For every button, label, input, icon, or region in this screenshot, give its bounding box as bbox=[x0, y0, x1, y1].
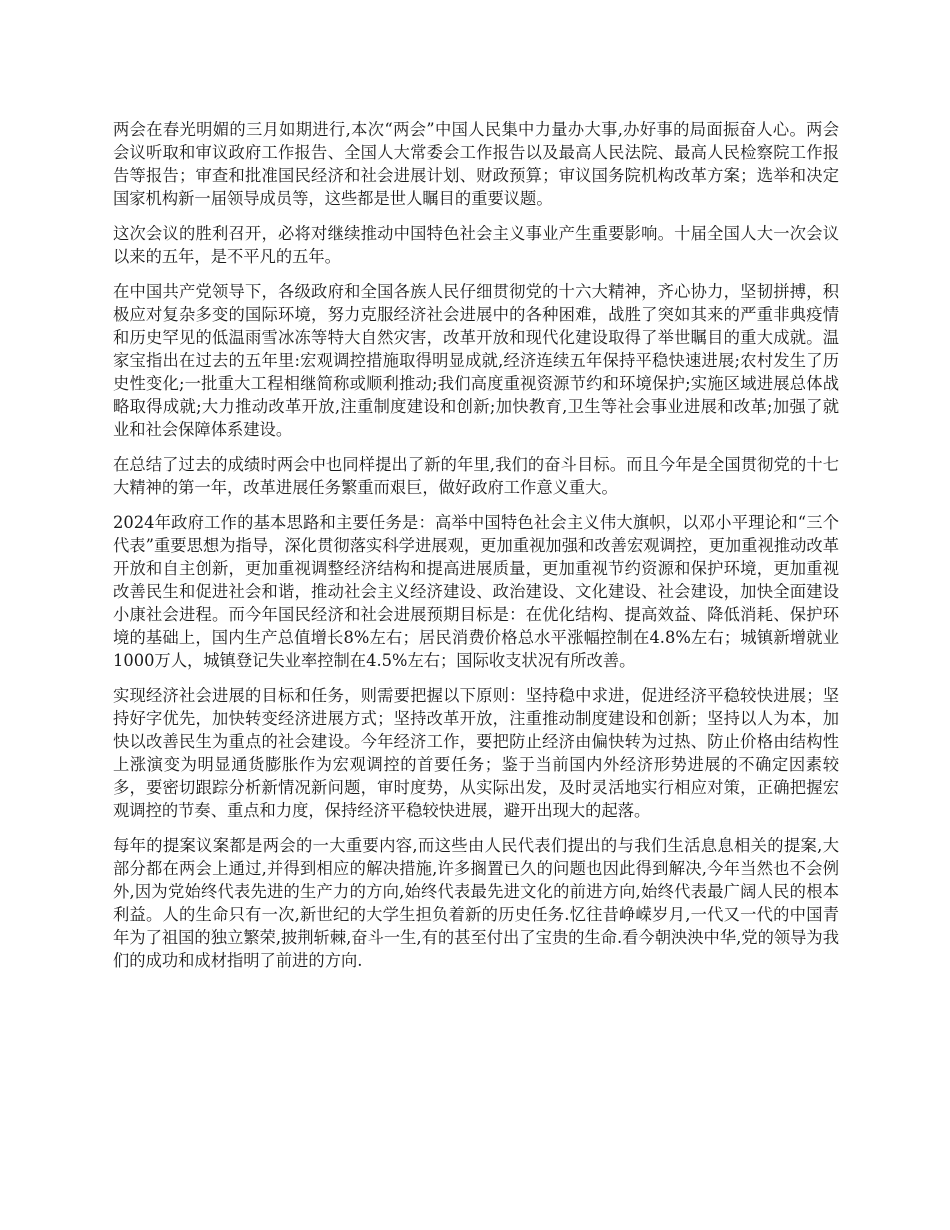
paragraph-5: 2024年政府工作的基本思路和主要任务是：高举中国特色社会主义伟大旗帜，以邓小平理论和“三个代表”重要思想为指导，深化贯彻落实科学进展观，更加重视加强和改善宏观调控，更加重视推动改革开放和自主创新，更加重视调整经济结构和提高进展质量，更加重视节约资源和保护环境，更加重视改善民生和促进社会和谐，推动社会主义经济建设、政治建设、文化建设、社会建设，加快全面建设小康社会进程。而今年国民经济和社会进展预期目标是：在优化结构、提高效益、降低消耗、保护环境的基础上，国内生产总值增长8%左右；居民消费价格总水平涨幅控制在4.8%左右；城镇新增就业1000万人，城镇登记失业率控制在4.5%左右；国际收支状况有所改善。 bbox=[113, 513, 839, 670]
paragraph-6: 实现经济社会进展的目标和任务，则需要把握以下原则：坚持稳中求进，促进经济平稳较快进展；坚持好字优先，加快转变经济进展方式；坚持改革开放，注重推动制度建设和创新；坚持以人为本，加快以改善民生为重点的社会建设。今年经济工作，要把防止经济由偏快转为过热、防止价格由结构性上涨演变为明显通货膨胀作为宏观调控的首要任务；鉴于当前国内外经济形势进展的不确定因素较多，要密切跟踪分析新情况新问题，审时度势，从实际出发，及时灵活地实行相应对策，正确把握宏观调控的节奏、重点和力度，保持经济平稳较快进展，避开出现大的起落。 bbox=[113, 686, 839, 820]
paragraph-7: 每年的提案议案都是两会的一大重要内容,而这些由人民代表们提出的与我们生活息息相关的提案,大部分都在两会上通过,并得到相应的解决措施,许多搁置已久的问题也因此得到解决,今年当然也不会例外,因为党始终代表先进的生产力的方向,始终代表最先进文化的前进方向,始终代表最广阔人民的根本利益。人的生命只有一次,新世纪的大学生担负着新的历史任务.忆往昔峥嵘岁月,一代又一代的中国青年为了祖国的独立繁荣,披荆斩棘,奋斗一生,有的甚至付出了宝贵的生命.看今朝泱泱中华,党的领导为我们的成功和成材指明了前进的方向. bbox=[113, 836, 839, 970]
paragraph-4: 在总结了过去的成绩时两会中也同样提出了新的年里,我们的奋斗目标。而且今年是全国贯彻党的十七大精神的第一年，改革进展任务繁重而艰巨，做好政府工作意义重大。 bbox=[113, 455, 839, 497]
document-body bbox=[113, 118, 839, 984]
paragraph-3: 在中国共产党领导下，各级政府和全国各族人民仔细贯彻党的十六大精神，齐心协力，坚韧拼搏，积极应对复杂多变的国际环境，努力克服经济社会进展中的各种困难，战胜了突如其来的严重非典疫情和历史罕见的低温雨雪冰冻等特大自然灾害，改革开放和现代化建设取得了举世瞩目的重大成就。温家宝指出在过去的五年里:宏观调控措施取得明显成就,经济连续五年保持平稳快速进展;农村发生了历史性变化;一批重大工程相继简称或顺利推动;我们高度重视资源节约和环境保护;实施区域进展总体战略取得成就;大力推动改革开放,注重制度建设和创新;加快教育,卫生等社会事业进展和改革;加强了就业和社会保障体系建设。 bbox=[113, 282, 839, 439]
paragraph-1: 两会在春光明媚的三月如期进行,本次“两会”中国人民集中力量办大事,办好事的局面振奋人心。两会会议听取和审议政府工作报告、全国人大常委会工作报告以及最高人民法院、最高人民检察院工作报告等报告；审查和批准国民经济和社会进展计划、财政预算；审议国务院机构改革方案；选举和决定国家机构新一届领导成员等，这些都是世人瞩目的重要议题。 bbox=[113, 120, 839, 208]
paragraph-2: 这次会议的胜利召开，必将对继续推动中国特色社会主义事业产生重要影响。十届全国人大一次会议以来的五年，是不平凡的五年。 bbox=[113, 224, 839, 266]
